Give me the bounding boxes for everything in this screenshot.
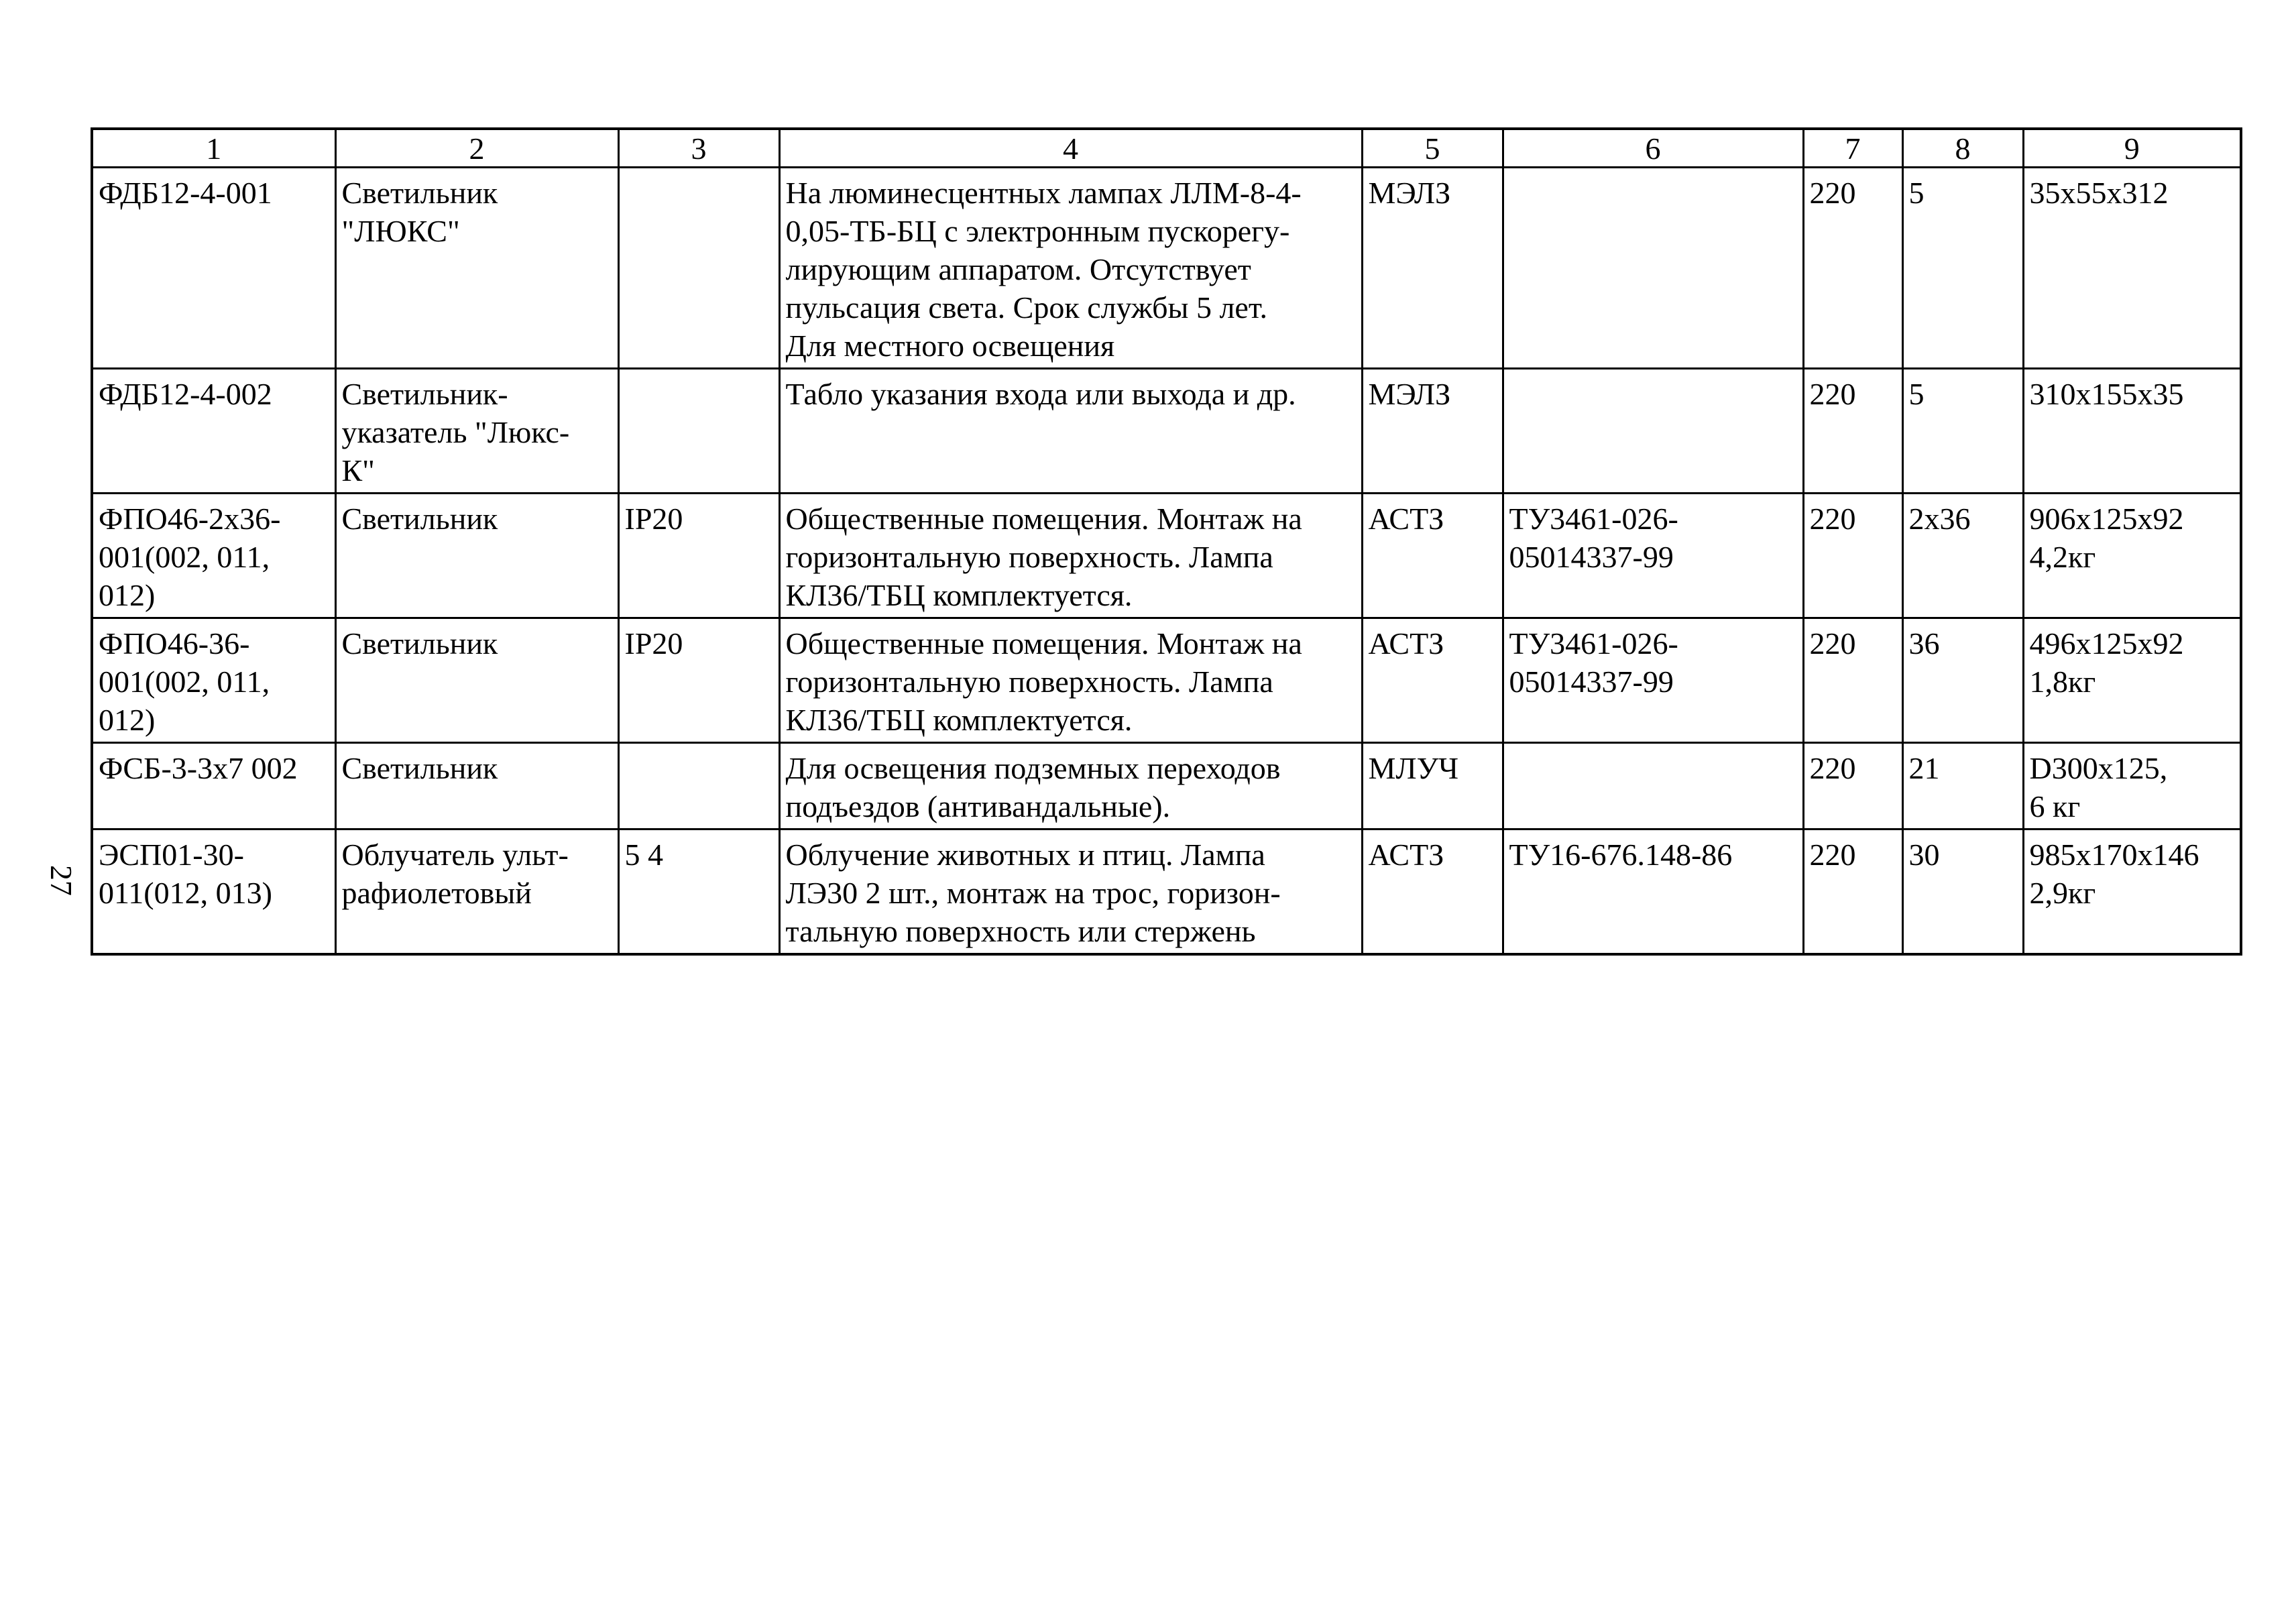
column-header: 8 bbox=[1902, 129, 2023, 168]
table-cell: 5 bbox=[1902, 369, 2023, 494]
table-cell: АСТЗ bbox=[1362, 829, 1503, 955]
table-cell: ТУ3461-026- 05014337-99 bbox=[1503, 618, 1803, 743]
table-cell: D300x125, 6 кг bbox=[2023, 743, 2241, 829]
table-cell: МЭЛЗ bbox=[1362, 168, 1503, 369]
column-header: 7 bbox=[1803, 129, 1902, 168]
table-cell: 5 4 bbox=[618, 829, 779, 955]
table-cell: 906x125x92 4,2кг bbox=[2023, 494, 2241, 618]
table-cell: МЛУЧ bbox=[1362, 743, 1503, 829]
table-row bbox=[92, 369, 2241, 494]
table-cell: 220 bbox=[1803, 743, 1902, 829]
table-cell: ФСБ-3-3х7 002 bbox=[92, 743, 335, 829]
table-cell: ЭСП01-30- 011(012, 013) bbox=[92, 829, 335, 955]
table-cell: 35x55x312 bbox=[2023, 168, 2241, 369]
table-cell: 220 bbox=[1803, 618, 1902, 743]
table-cell bbox=[1503, 369, 1803, 494]
table-cell: 310x155x35 bbox=[2023, 369, 2241, 494]
table-cell: 220 bbox=[1803, 494, 1902, 618]
table-cell: Светильник- указатель "Люкс- К" bbox=[335, 369, 618, 494]
table-cell bbox=[618, 168, 779, 369]
table-cell: Облучатель ульт- рафиолетовый bbox=[335, 829, 618, 955]
table-cell: Для освещения подземных переходов подъездов (антивандальные). bbox=[779, 743, 1362, 829]
table-cell: Светильник bbox=[335, 743, 618, 829]
column-header: 1 bbox=[92, 129, 335, 168]
table-cell: Табло указания входа или выхода и др. bbox=[779, 369, 1362, 494]
table-cell: IP20 bbox=[618, 494, 779, 618]
table-cell: ФПО46-2х36- 001(002, 011, 012) bbox=[92, 494, 335, 618]
table-row bbox=[92, 168, 2241, 369]
table-cell: IP20 bbox=[618, 618, 779, 743]
specification-table bbox=[91, 127, 2242, 956]
table-row bbox=[92, 494, 2241, 618]
column-header: 6 bbox=[1503, 129, 1803, 168]
table-cell: МЭЛЗ bbox=[1362, 369, 1503, 494]
table-cell: Общественные помещения. Монтаж на горизонтальную поверхность. Лампа КЛ36/ТБЦ комплектуется. bbox=[779, 618, 1362, 743]
column-header: 2 bbox=[335, 129, 618, 168]
table-row bbox=[92, 829, 2241, 955]
column-header: 9 bbox=[2023, 129, 2241, 168]
table-cell bbox=[618, 369, 779, 494]
table-cell: Облучение животных и птиц. Лампа ЛЭ30 2 шт., монтаж на трос, горизон- тальную поверхность или стержень bbox=[779, 829, 1362, 955]
table-cell: АСТЗ bbox=[1362, 618, 1503, 743]
table-cell bbox=[618, 743, 779, 829]
table-cell: 30 bbox=[1902, 829, 2023, 955]
table-cell: ТУ3461-026- 05014337-99 bbox=[1503, 494, 1803, 618]
table-cell: 220 bbox=[1803, 829, 1902, 955]
table-cell: ФДБ12-4-002 bbox=[92, 369, 335, 494]
table-cell: Светильник "ЛЮКС" bbox=[335, 168, 618, 369]
table-cell: 21 bbox=[1902, 743, 2023, 829]
table-cell: 496x125x92 1,8кг bbox=[2023, 618, 2241, 743]
table-cell: 220 bbox=[1803, 168, 1902, 369]
page-number: 27 bbox=[44, 865, 78, 896]
header-row bbox=[92, 129, 2241, 168]
table-cell bbox=[1503, 743, 1803, 829]
column-header: 5 bbox=[1362, 129, 1503, 168]
table-cell: 220 bbox=[1803, 369, 1902, 494]
table-cell: 2x36 bbox=[1902, 494, 2023, 618]
table-cell: 5 bbox=[1902, 168, 2023, 369]
table-cell: Светильник bbox=[335, 494, 618, 618]
column-header: 4 bbox=[779, 129, 1362, 168]
table-cell: Светильник bbox=[335, 618, 618, 743]
table-cell bbox=[1503, 168, 1803, 369]
table-cell: ФПО46-36- 001(002, 011, 012) bbox=[92, 618, 335, 743]
table-row bbox=[92, 743, 2241, 829]
table-cell: 985x170x146 2,9кг bbox=[2023, 829, 2241, 955]
table-cell: АСТЗ bbox=[1362, 494, 1503, 618]
table-cell: Общественные помещения. Монтаж на горизонтальную поверхность. Лампа КЛ36/ТБЦ комплектуется. bbox=[779, 494, 1362, 618]
table-cell: ФДБ12-4-001 bbox=[92, 168, 335, 369]
column-header: 3 bbox=[618, 129, 779, 168]
table-cell: 36 bbox=[1902, 618, 2023, 743]
table-row bbox=[92, 618, 2241, 743]
table-cell: На люминесцентных лампах ЛЛМ-8-4- 0,05-ТБ-БЦ с электронным пускорегу- лирующим аппаратом. Отсутствует пульсация света. Срок службы 5 лет. Для местного освещения bbox=[779, 168, 1362, 369]
table-cell: ТУ16-676.148-86 bbox=[1503, 829, 1803, 955]
